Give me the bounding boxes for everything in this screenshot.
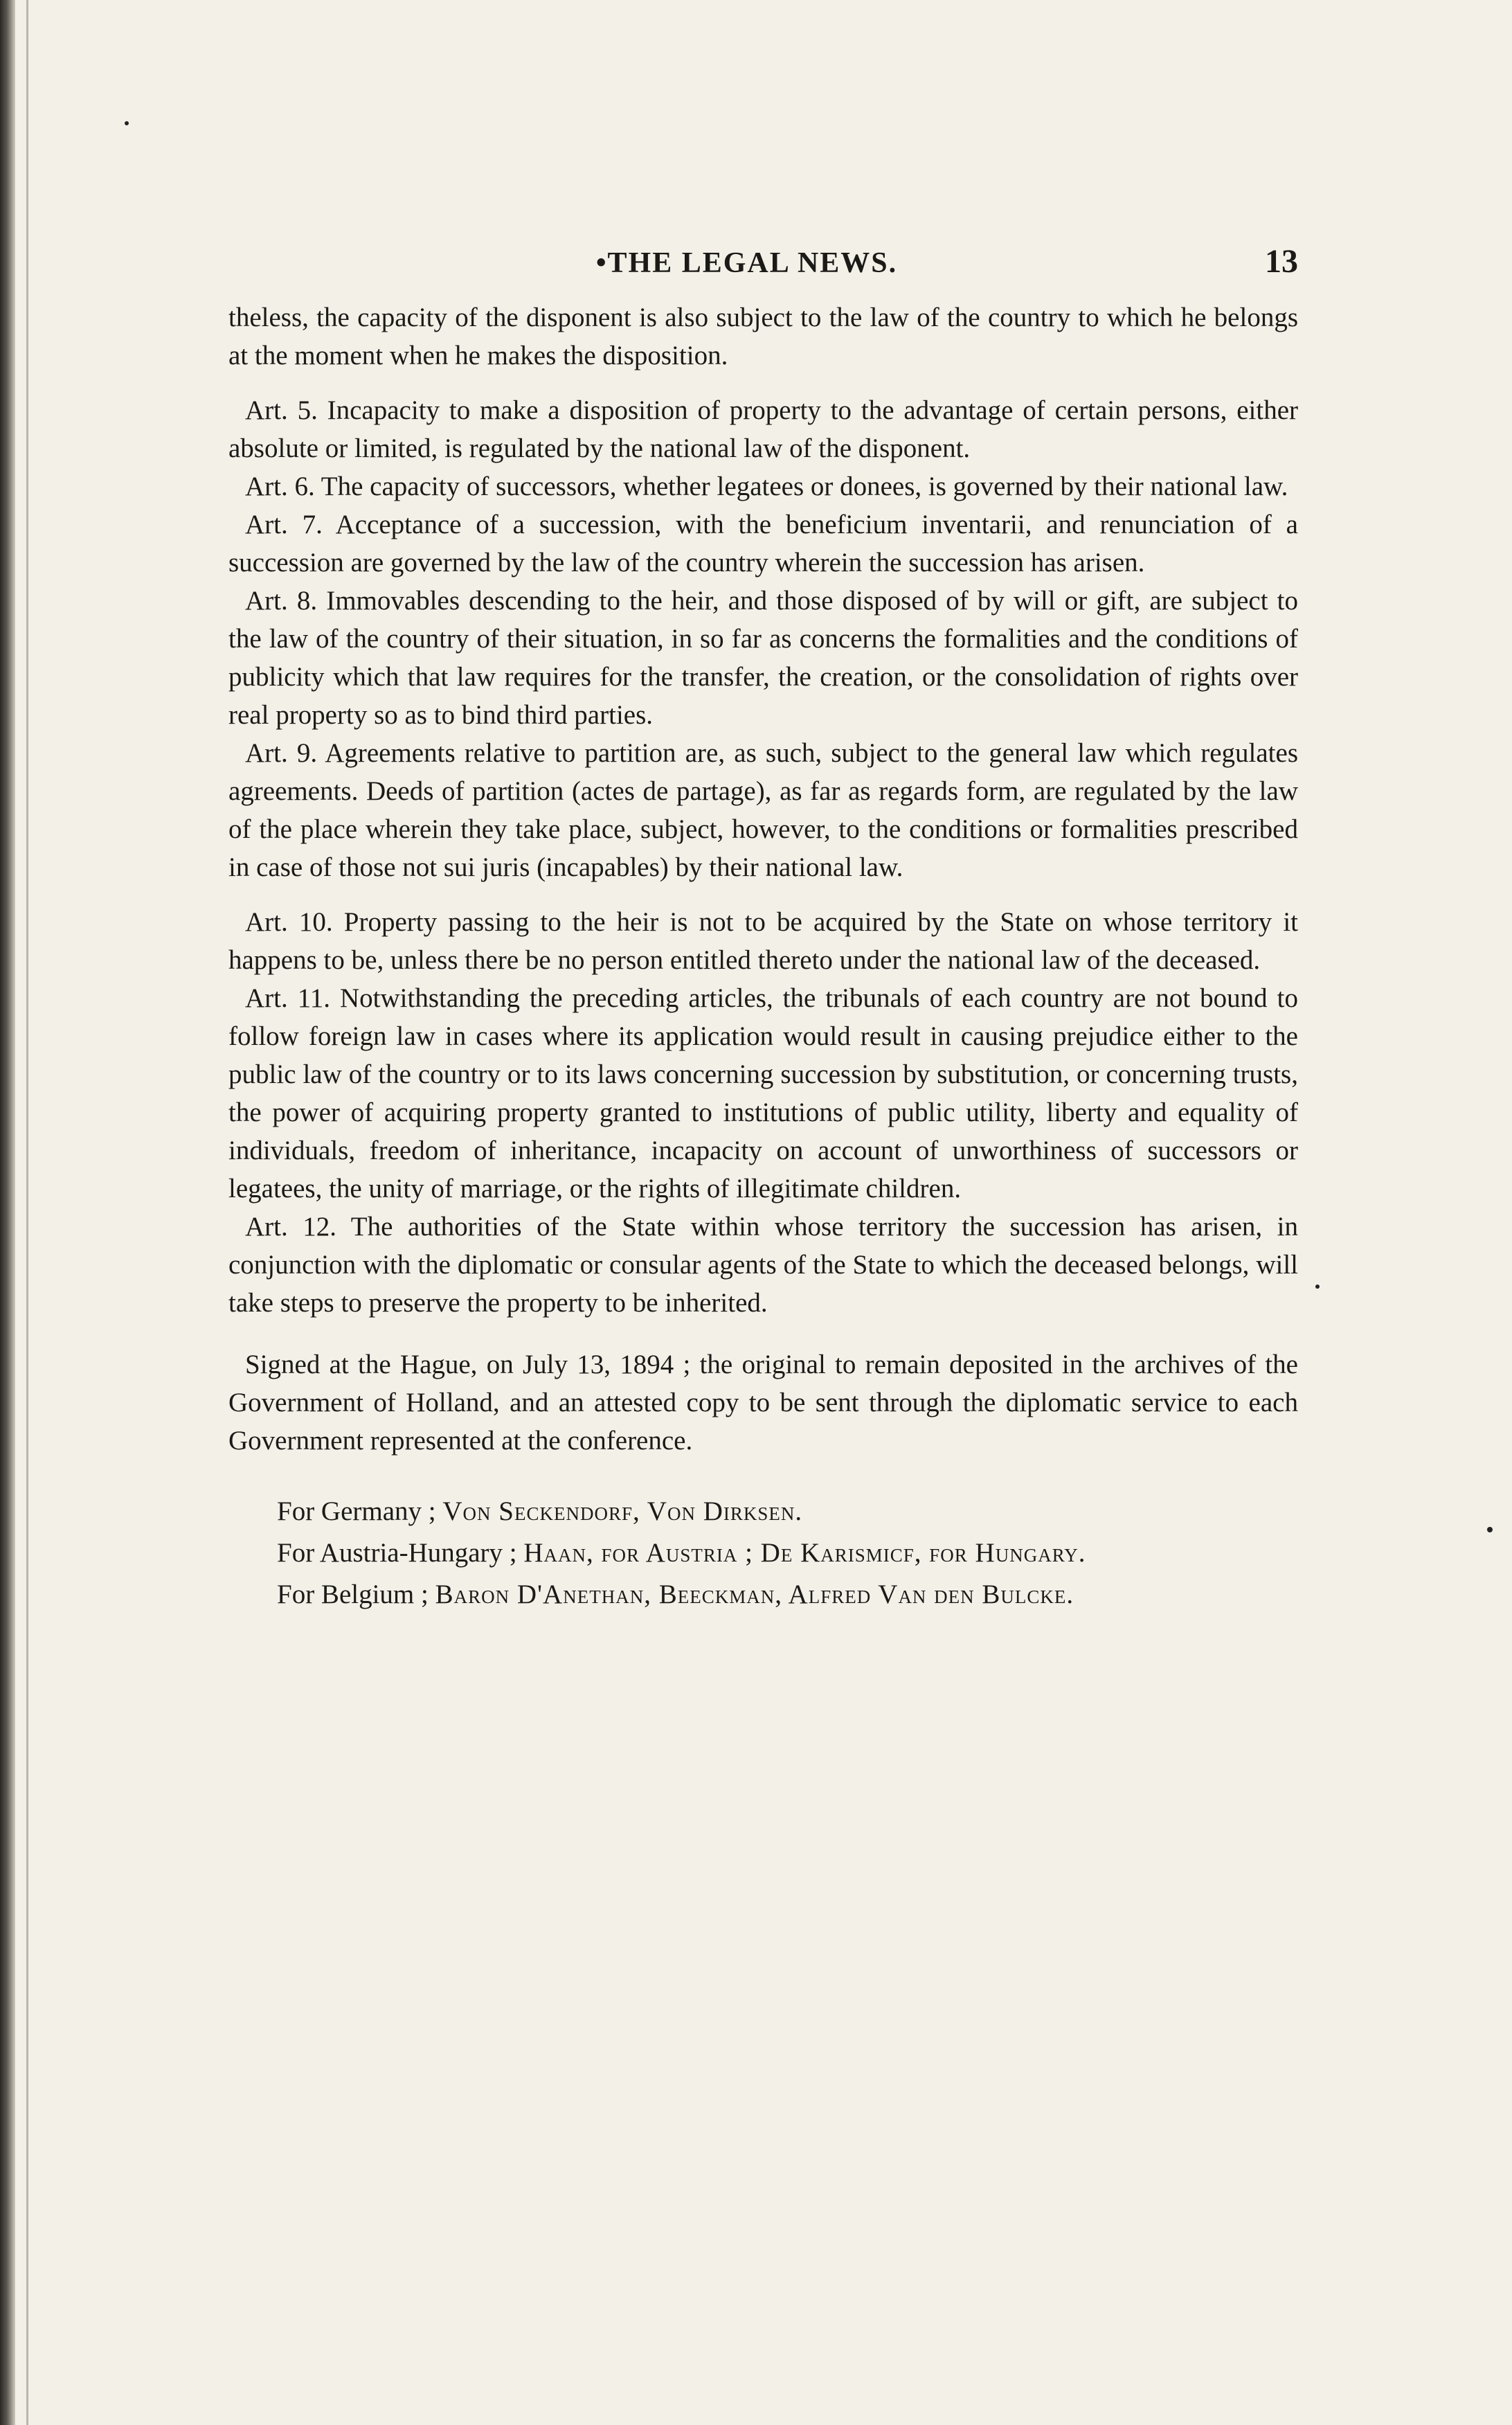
signatory-austria-hungary <box>277 1534 1298 1572</box>
article-9: Art. 9. Agreements relative to partition are, as such, subject to the general law which regulates agreements. Deeds of partition (actes de partage), as far as regards form, are regulated by the law of the place wherein they take place, subject, however, to the conditions or formalities prescribed in case of those not sui juris (incapables) by their national law. <box>228 738 1298 882</box>
signatory-names: Von Seckendorf, Von Dirksen. <box>442 1496 803 1526</box>
signatory-germany <box>277 1493 1298 1530</box>
signatory-names: Haan, for Austria ; De Karismicf, for Hungary. <box>523 1538 1086 1568</box>
page-number: 13 <box>1265 243 1298 280</box>
article-11: Art. 11. Notwithstanding the preceding articles, the tribunals of each country are not bound to follow foreign law in cases where its application would result in causing prejudice either to the public law of the country or to its laws concerning succession by substitution, or concerning trusts, the power of acquiring property granted to institutions of public utility, liberty and equality of individuals, freedom of inheritance, incapacity on account of unworthiness of successors or legatees, the unity of marriage, or the rights of illegitimate children. <box>228 983 1298 1203</box>
signatory-lead: For Germany ; <box>277 1496 436 1526</box>
signatory-lead: For Austria-Hungary ; <box>277 1538 517 1568</box>
page-header <box>228 242 1298 280</box>
binding-line <box>26 0 28 2425</box>
signatories <box>228 1493 1298 1613</box>
paper-speck <box>1487 1527 1493 1532</box>
article-6: Art. 6. The capacity of successors, whether legatees or donees, is governed by their national law. <box>245 472 1288 501</box>
article-7: Art. 7. Acceptance of a succession, with the beneficium inventarii, and renunciation of a succession are governed by the law of the country wherein the succession has arisen. <box>228 510 1298 578</box>
signatory-lead: For Belgium ; <box>277 1580 429 1609</box>
signatory-belgium <box>277 1576 1298 1613</box>
page <box>228 242 1298 1618</box>
body-text <box>228 298 1298 1460</box>
article-5: Art. 5. Incapacity to make a disposition of property to the advantage of certain persons, either absolute or limited, is regulated by the national law of the disponent. <box>228 395 1298 463</box>
paper-speck <box>1315 1285 1320 1289</box>
paper-speck <box>125 121 129 125</box>
article-12: Art. 12. The authorities of the State within whose territory the succession has arisen, in conjunction with the diplomatic or consular agents of the State to which the deceased belongs, will take steps to preserve the property to be inherited. <box>228 1212 1298 1318</box>
paragraph-continuation: theless, the capacity of the disponent is also subject to the law of the country to which he belongs at the moment when he makes the disposition. <box>228 303 1298 370</box>
signing-clause: Signed at the Hague, on July 13, 1894 ; the original to remain deposited in the archives of the Government of Holland, and an attested copy to be sent through the diplomatic service to each Government represented at the conference. <box>228 1350 1298 1456</box>
running-head: •THE LEGAL NEWS. <box>595 247 898 279</box>
binding-edge <box>0 0 15 2425</box>
signatory-names: Baron D'Anethan, Beeckman, Alfred Van den Bulcke. <box>435 1580 1074 1609</box>
article-8: Art. 8. Immovables descending to the heir, and those disposed of by will or gift, are subject to the law of the country of their situation, in so far as concerns the formalities and the conditions of publicity which that law requires for the transfer, the creation, or the consolidation of rights over real property so as to bind third parties. <box>228 586 1298 730</box>
article-10: Art. 10. Property passing to the heir is not to be acquired by the State on whose territory it happens to be, unless there be no person entitled thereto under the national law of the deceased. <box>228 907 1298 975</box>
